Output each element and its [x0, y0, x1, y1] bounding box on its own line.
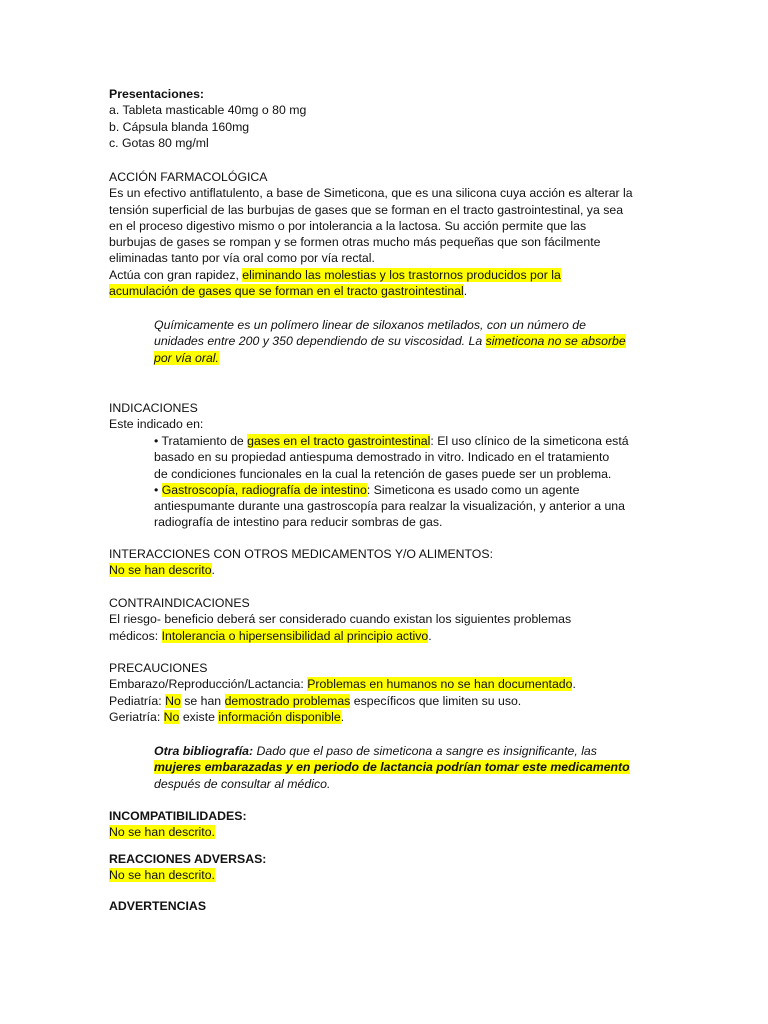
highlighted-text: No se han descrito.: [109, 825, 215, 840]
otra-line: [154, 759, 664, 775]
advertencias-heading: ADVERTENCIAS: [109, 899, 207, 913]
contraindicaciones-line: El riesgo- beneficio deberá ser considerado cuando existan los siguientes problemas: [109, 612, 572, 627]
bullet-line: radiografía de intestino para reducir sombras de gas.: [154, 515, 443, 530]
highlighted-text: No: [165, 693, 181, 708]
incompatibilidades-value: [109, 824, 669, 840]
bullet-text: : Simeticona es usado como un agente: [366, 482, 580, 497]
highlighted-text: mujeres embarazadas y en periodo de lactancia podrían tomar este medicamento: [154, 760, 630, 775]
accion-text: .: [463, 284, 468, 299]
accion-line: [109, 267, 669, 283]
indicaciones-intro: Este indicado en:: [109, 417, 204, 432]
highlighted-text: Intolerancia o hipersensibilidad al principio activo: [161, 628, 429, 643]
presentaciones-heading: Presentaciones:: [109, 87, 205, 101]
accion-line: [109, 283, 669, 299]
highlighted-text: eliminando las molestias y los trastornos producidos por la: [242, 267, 561, 282]
pediatria-line: [109, 693, 669, 709]
bullet-line: antiespumante durante una gastroscopía para realzar la visualización, y anterior a una: [154, 499, 625, 514]
geriatria-text: .: [340, 709, 345, 724]
otra-line: [154, 743, 664, 759]
highlighted-text: información disponible: [218, 709, 341, 724]
contraindicaciones-line: [109, 628, 669, 644]
presentacion-item-b: b. Cápsula blanda 160mg: [109, 119, 250, 134]
otra-label: Otra bibliografía:: [154, 744, 254, 758]
quimica-text: unidades entre 200 y 350 dependiendo de su viscosidad. La: [154, 334, 486, 349]
interacciones-heading: INTERACCIONES CON OTROS MEDICAMENTOS Y/O ALIMENTOS:: [109, 547, 493, 561]
interacciones-value: [109, 562, 669, 578]
presentacion-item-c: c. Gotas 80 mg/ml: [109, 135, 209, 150]
contraindicaciones-section: [109, 595, 669, 644]
accion-section: [109, 169, 669, 299]
bullet-line: basado en su propiedad antiespuma demostrado in vitro. Indicado en el tratamiento: [154, 450, 610, 465]
bullet-line: [154, 482, 664, 498]
highlighted-text: No se han descrito: [109, 563, 212, 578]
otra-bibliografia-note: [154, 743, 664, 792]
indicaciones-section: [109, 400, 669, 433]
bullet-text: •: [154, 482, 162, 497]
reacciones-heading: REACCIONES ADVERSAS:: [109, 852, 267, 866]
advertencias-section: [109, 898, 669, 914]
embarazo-line: [109, 676, 669, 692]
accion-text: Actúa con gran rapidez,: [109, 267, 243, 282]
quimica-line: [154, 350, 664, 366]
highlighted-text: acumulación de gases que se forman en el tracto gastrointestinal: [109, 284, 464, 299]
pediatria-text: se han: [180, 693, 225, 708]
highlighted-text: gases en el tracto gastrointestinal: [247, 434, 431, 448]
bullet-text: • Tratamiento de: [154, 434, 248, 448]
indicaciones-bullets: [154, 433, 664, 531]
pediatria-text: específicos que limiten su uso.: [350, 693, 522, 708]
geriatria-line: [109, 709, 669, 725]
highlighted-text: por vía oral.: [154, 350, 219, 365]
quimica-note: [154, 317, 664, 366]
bullet-text: : El uso clínico de la simeticona está: [430, 434, 629, 448]
otra-text: Dado que el paso de simeticona a sangre es insignificante, las: [253, 744, 597, 758]
highlighted-text: demostrado problemas: [224, 693, 351, 708]
quimica-line: [154, 333, 664, 349]
reacciones-value: [109, 867, 669, 883]
precauciones-heading: PRECAUCIONES: [109, 661, 208, 675]
otra-line: después de consultar al médico.: [154, 776, 331, 791]
pediatria-label: Pediatría:: [109, 693, 166, 708]
precauciones-section: [109, 660, 669, 725]
accion-line: burbujas de gases se rompan y se formen otras mucho más pequeñas que son fácilmente: [109, 235, 601, 250]
accion-line: tensión superficial de las burbujas de gases que se forman en el tracto gastrointestinal, ya sea: [109, 202, 624, 217]
accion-heading: ACCIÓN FARMACOLÓGICA: [109, 170, 268, 184]
bullet-line: de condiciones funcionales en la cual la retención de gases puede ser un problema.: [154, 466, 612, 481]
punctuation: .: [572, 677, 576, 692]
embarazo-label: Embarazo/Reproducción/Lactancia:: [109, 677, 308, 692]
geriatria-text: existe: [179, 709, 219, 724]
geriatria-label: Geriatría:: [109, 709, 164, 724]
presentacion-item-a: a. Tableta masticable 40mg o 80 mg: [109, 103, 307, 118]
highlighted-text: Gastroscopía, radiografía de intestino: [161, 482, 367, 497]
highlighted-text: No se han descrito.: [109, 868, 215, 883]
highlighted-text: No: [163, 709, 180, 724]
contraindicaciones-text: médicos:: [109, 628, 162, 643]
highlighted-text: simeticona no se absorbe: [485, 334, 626, 349]
presentaciones-section: [109, 86, 669, 151]
bullet-line: [154, 433, 664, 449]
accion-line: eliminadas tanto por vía oral como por vía rectal.: [109, 251, 375, 266]
accion-line: en el proceso digestivo mismo o por intolerancia a la lactosa. Su acción permite que las: [109, 218, 587, 233]
quimica-line: Químicamente es un polímero linear de siloxanos metilados, con un número de: [154, 318, 586, 332]
contraindicaciones-heading: CONTRAINDICACIONES: [109, 596, 250, 610]
punctuation: .: [428, 628, 432, 643]
accion-line: Es un efectivo antiflatulento, a base de Simeticona, que es una silicona cuya acción es alterar la: [109, 186, 633, 201]
reacciones-section: [109, 851, 669, 884]
incompatibilidades-section: [109, 808, 669, 841]
incompatibilidades-heading: INCOMPATIBILIDADES:: [109, 809, 247, 823]
interacciones-section: [109, 546, 669, 579]
punctuation: .: [211, 563, 215, 578]
highlighted-text: Problemas en humanos no se han documentado: [307, 677, 573, 692]
indicaciones-heading: INDICACIONES: [109, 401, 198, 415]
